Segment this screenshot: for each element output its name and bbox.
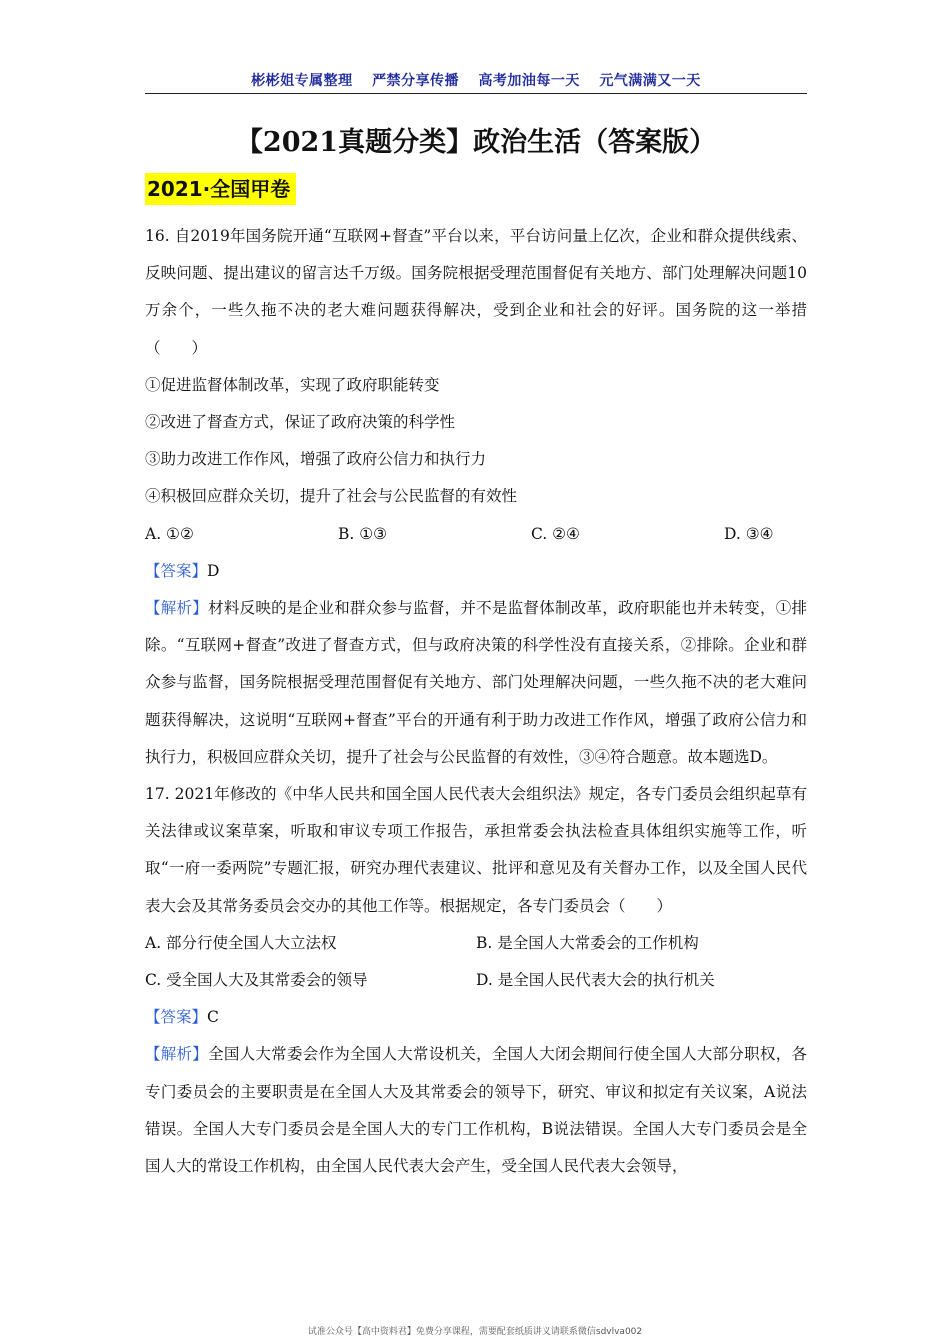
q16-option-c: C. ②④ (531, 524, 580, 543)
header-slogan: 高考加油每一天 (478, 73, 580, 89)
section-heading: 2021·全国甲卷 (145, 173, 296, 205)
q17-analysis (145, 1036, 807, 1185)
q17-analysis-text: 全国人大常委会作为全国人大常设机关，全国人大闭会期间行使全国人大部分职权，各专门委员会的主要职责是在全国人大及其常委会的领导下，研究、审议和拟定有关议案，A说法错误。全国人大专门委员会是全国人大的专门工作机构，B说法错误。全国人大专门委员会是全国人大的常设工作机构，由全国人民代表大会产生，受全国人民代表大会领导， (145, 1045, 807, 1176)
header-divider (145, 93, 807, 94)
q17-options-row-1 (145, 925, 807, 962)
question-17-stem: 17. 2021年修改的《中华人民共和国全国人民代表大会组织法》规定，各专门委员会组织起草有关法律或议案草案，听取和审议专项工作报告，承担常委会执法检查具体组织实施等工作，听取“一府一委两院”专题汇报，研究办理代表建议、批评和意见及有关督办工作，以及全国人民代表大会及其常务委员会交办的其他工作等。根据规定，各专门委员会（ ） (145, 785, 807, 915)
q16-answer (145, 553, 807, 590)
q16-options (145, 516, 807, 553)
page-header (145, 70, 807, 90)
page-title: 【2021真题分类】政治生活（答案版） (235, 127, 717, 158)
q17-option-a: A. 部分行使全国人大立法权 (145, 933, 337, 952)
q16-option-a: A. ①② (145, 524, 194, 543)
header-slogan: 严禁分享传播 (372, 73, 460, 89)
q16-option-b: B. ①③ (338, 524, 388, 543)
answer-label: 【答案】 (145, 1008, 208, 1027)
q17-option-d: D. 是全国人民代表大会的执行机关 (476, 971, 715, 990)
q16-answer-value: D (207, 561, 220, 580)
page-footer: 试准公众号【高中资料君】免费分享课程，需要配套纸质讲义请联系微信sdvlva002 (307, 1327, 643, 1337)
q16-statement-2: ②改进了督查方式，保证了政府决策的科学性 (145, 413, 456, 432)
q16-statement-3: ③助力改进工作作风，增强了政府公信力和执行力 (145, 450, 487, 469)
document-body (145, 218, 807, 1185)
header-slogan: 彬彬姐专属整理 (251, 73, 353, 89)
analysis-label: 【解析】 (145, 599, 209, 618)
q16-analysis (145, 590, 807, 776)
q16-statement-1: ①促进监督体制改革，实现了政府职能转变 (145, 375, 440, 394)
analysis-label: 【解析】 (145, 1045, 209, 1064)
q17-option-b: B. 是全国人大常委会的工作机构 (476, 933, 699, 952)
q17-options-row-2 (145, 962, 807, 999)
q17-answer (145, 999, 807, 1036)
q17-answer-value: C (207, 1008, 219, 1027)
question-16-stem: 16. 自2019年国务院开通“互联网+督查”平台以来，平台访问量上亿次，企业和群众提供线索、反映问题、提出建议的留言达千万级。国务院根据受理范围督促有关地方、部门处理解决问题10万余个，一些久拖不决的老大难问题获得解决，受到企业和社会的好评。国务院的这一举措（ ） (145, 227, 807, 357)
q16-analysis-text: 材料反映的是企业和群众参与监督，并不是监督体制改革，政府职能也并未转变，①排除。“互联网+督查”改进了督查方式，但与政府决策的科学性没有直接关系，②排除。企业和群众参与监督，国务院根据受理范围督促有关地方、部门处理解决问题，一些久拖不决的老大难问题获得解决，这说明“互联网+督查”平台的开通有利于助力改进工作作风，增强了政府公信力和执行力，积极回应群众关切，提升了社会与公民监督的有效性，③④符合题意。故本题选D。 (145, 599, 807, 766)
answer-label: 【答案】 (145, 561, 208, 580)
q16-statement-4: ④积极回应群众关切，提升了社会与公民监督的有效性 (145, 487, 518, 506)
q16-option-d: D. ③④ (724, 524, 774, 543)
header-slogan: 元气满满又一天 (599, 73, 701, 89)
q17-option-c: C. 受全国人大及其常委会的领导 (145, 971, 368, 990)
